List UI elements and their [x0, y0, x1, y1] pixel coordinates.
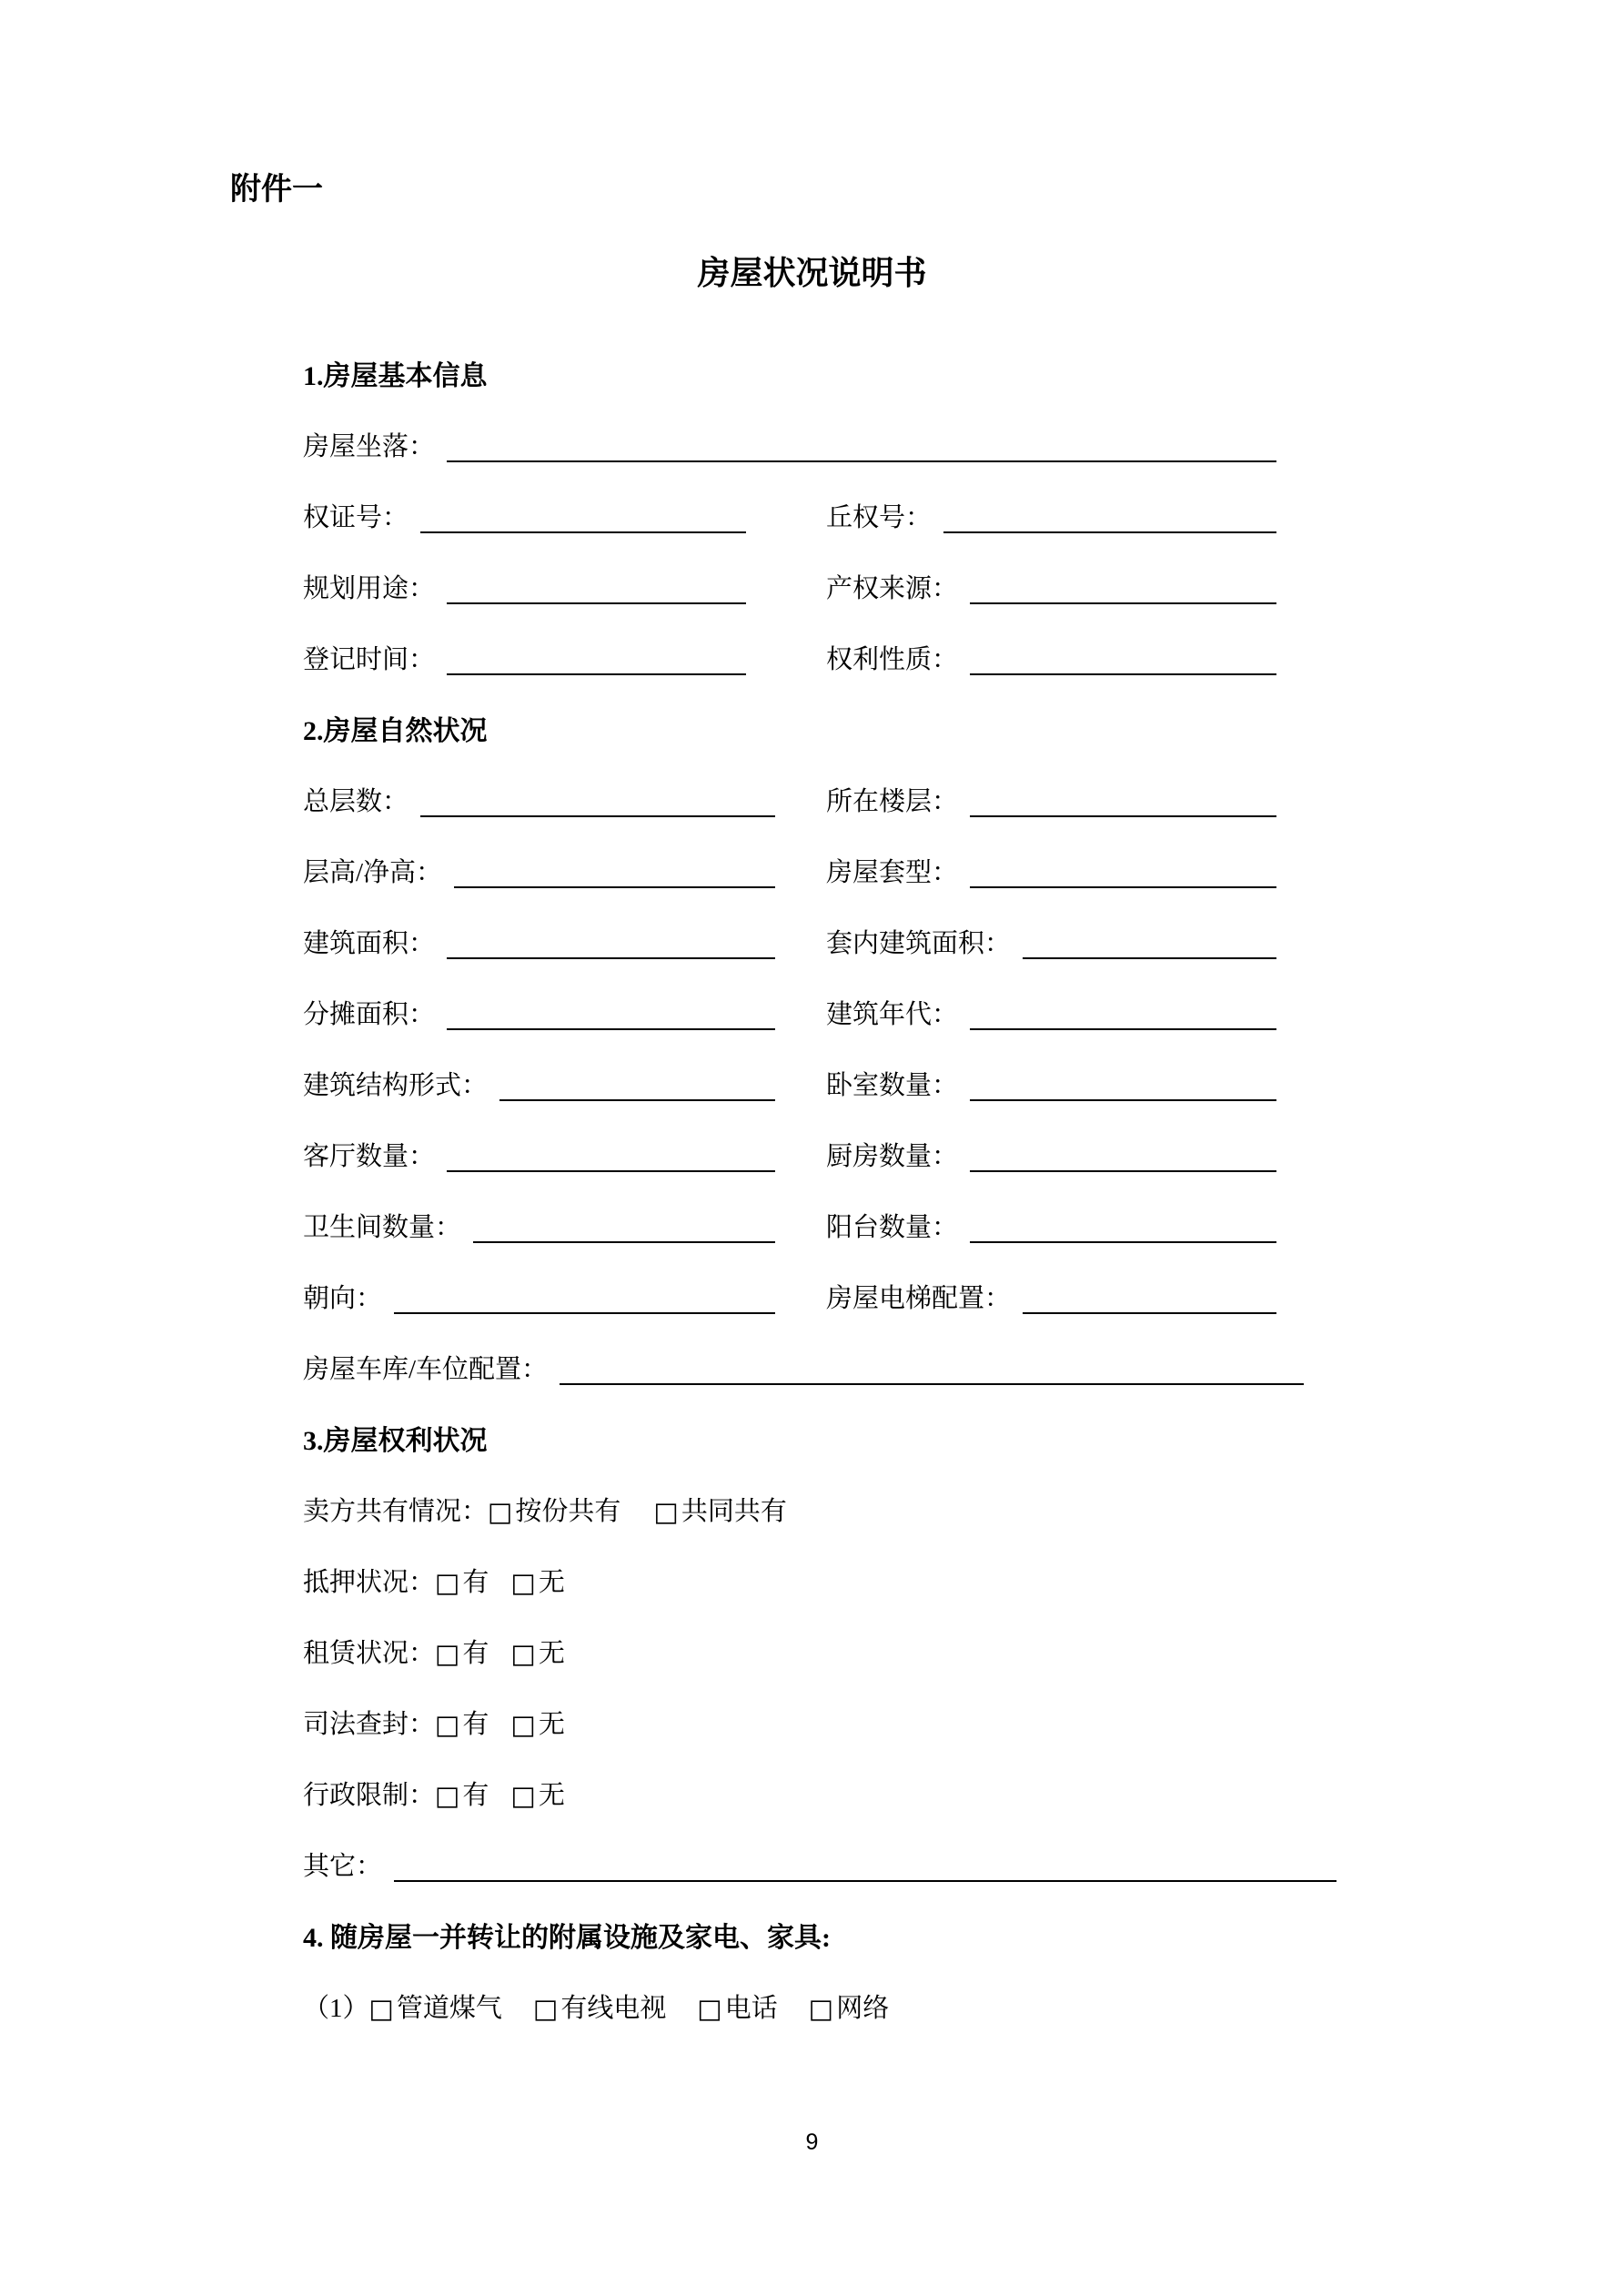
balcony-count-label: 阳台数量： — [826, 1213, 959, 1243]
row-planned-use-ownership-source — [303, 554, 1276, 625]
field-livingroom-count — [303, 1139, 826, 1175]
attachment-label: 附件一 — [230, 173, 323, 207]
cable-tv-text: 有线电视 — [560, 1994, 667, 2024]
unit-type-blank[interactable] — [970, 886, 1276, 888]
section-3-heading-row — [303, 1406, 1276, 1477]
field-bedroom-count — [826, 1068, 1276, 1104]
row-cert-no-plot-no — [303, 483, 1276, 554]
other-label: 其它： — [303, 1852, 383, 1882]
livingroom-count-label: 客厅数量： — [303, 1142, 436, 1172]
field-bathroom-count — [303, 1210, 826, 1246]
right-nature-label: 权利性质： — [826, 645, 959, 675]
form-body — [0, 341, 1624, 2045]
checkbox-icon[interactable]: □ — [435, 1567, 460, 1599]
row-judicial-seizure — [303, 1690, 1276, 1761]
administrative-restriction-yes-text: 有 — [462, 1781, 489, 1811]
section-3-heading: 3.房屋权利状况 — [303, 1426, 488, 1456]
field-inner-area — [826, 926, 1276, 962]
row-lease-status — [303, 1619, 1276, 1690]
house-location-blank[interactable] — [447, 460, 1276, 462]
inner-area-label: 套内建筑面积： — [826, 929, 1012, 959]
field-elevator-config — [826, 1281, 1276, 1317]
row-transfer-item-1 — [303, 1974, 1276, 2045]
checkbox-icon[interactable]: □ — [510, 1709, 536, 1741]
mortgage-yes-text: 有 — [462, 1568, 489, 1598]
ownership-source-label: 产权来源： — [826, 574, 959, 604]
checkbox-icon[interactable]: □ — [653, 1496, 679, 1528]
registration-time-label: 登记时间： — [303, 645, 436, 675]
field-garage-config — [303, 1352, 1304, 1388]
lease-option-no[interactable] — [510, 1636, 564, 1672]
row-mortgage-status — [303, 1548, 1276, 1619]
row-orientation-elevator — [303, 1264, 1276, 1335]
row-registration-time-right-nature — [303, 625, 1276, 696]
row-shared-area-build-year — [303, 980, 1276, 1051]
row-administrative-restriction — [303, 1761, 1276, 1832]
co-ownership-by-share-text: 按份共有 — [515, 1497, 621, 1527]
row-total-floors-floor-located — [303, 767, 1276, 838]
field-judicial-seizure — [303, 1707, 565, 1743]
row-garage-config — [303, 1335, 1304, 1406]
judicial-seizure-no-text: 无 — [538, 1710, 565, 1740]
row-structure-type-bedroom-count — [303, 1051, 1276, 1122]
other-blank[interactable] — [394, 1880, 1337, 1882]
bathroom-count-label: 卫生间数量： — [303, 1213, 462, 1243]
shared-area-blank[interactable] — [447, 1028, 775, 1030]
checkbox-icon[interactable]: □ — [532, 1993, 559, 2025]
field-gross-area — [303, 926, 826, 962]
field-orientation — [303, 1281, 826, 1317]
mortgage-status-label: 抵押状况： — [303, 1568, 436, 1598]
checkbox-icon[interactable]: □ — [368, 1993, 394, 2025]
planned-use-label: 规划用途： — [303, 574, 436, 604]
administrative-restriction-label: 行政限制： — [303, 1781, 436, 1811]
field-shared-area — [303, 997, 826, 1033]
field-plot-no — [826, 501, 1276, 536]
transfer-option-piped-gas[interactable] — [369, 1991, 502, 2027]
field-transfer-item-1 — [303, 1991, 889, 2027]
house-location-label: 房屋坐落： — [303, 432, 436, 462]
bedroom-count-label: 卧室数量： — [826, 1071, 959, 1101]
build-year-blank[interactable] — [970, 1028, 1276, 1030]
row-co-ownership — [303, 1477, 1276, 1548]
transfer-option-cable-tv[interactable] — [533, 1991, 666, 2027]
field-house-location — [303, 430, 1276, 465]
page-title: 房屋状况说明书 — [697, 255, 927, 291]
checkbox-icon[interactable]: □ — [435, 1780, 460, 1812]
inner-area-blank[interactable] — [1023, 957, 1276, 959]
total-floors-label: 总层数： — [303, 787, 409, 817]
judicial-seizure-option-yes[interactable] — [435, 1707, 489, 1743]
field-total-floors — [303, 784, 826, 820]
field-floor-located — [826, 784, 1276, 820]
shared-area-label: 分摊面积： — [303, 1000, 436, 1030]
elevator-config-blank[interactable] — [1023, 1312, 1276, 1314]
plot-no-label: 丘权号： — [826, 503, 933, 533]
field-administrative-restriction — [303, 1778, 565, 1814]
checkbox-icon[interactable]: □ — [435, 1638, 460, 1670]
field-registration-time — [303, 642, 826, 678]
livingroom-count-blank[interactable] — [447, 1170, 775, 1172]
orientation-label: 朝向： — [303, 1284, 383, 1314]
piped-gas-text: 管道煤气 — [396, 1994, 502, 2024]
field-storey-height — [303, 855, 826, 891]
section-2-heading: 2.房屋自然状况 — [303, 716, 488, 746]
storey-height-label: 层高/净高： — [303, 858, 443, 888]
elevator-config-label: 房屋电梯配置： — [826, 1284, 1012, 1314]
field-unit-type — [826, 855, 1276, 891]
field-balcony-count — [826, 1210, 1276, 1246]
row-livingroom-count-kitchen-count — [303, 1122, 1276, 1193]
field-mortgage-status — [303, 1565, 565, 1601]
field-lease-status — [303, 1636, 565, 1672]
structure-type-blank[interactable] — [499, 1099, 775, 1101]
registration-time-blank[interactable] — [447, 673, 746, 675]
telephone-text: 电话 — [724, 1994, 778, 2024]
transfer-option-telephone[interactable] — [697, 1991, 777, 2027]
lease-status-label: 租赁状况： — [303, 1639, 436, 1669]
checkbox-icon[interactable]: □ — [510, 1780, 536, 1812]
transfer-item-1-prefix: （1） — [303, 1994, 369, 2024]
network-text: 网络 — [836, 1994, 890, 2024]
checkbox-icon[interactable]: □ — [510, 1567, 536, 1599]
page-number: 9 — [805, 2129, 819, 2155]
co-ownership-label: 卖方共有情况： — [303, 1497, 489, 1527]
build-year-label: 建筑年代： — [826, 1000, 959, 1030]
gross-area-label: 建筑面积： — [303, 929, 436, 959]
field-ownership-source — [826, 571, 1276, 607]
judicial-seizure-option-no[interactable] — [510, 1707, 564, 1743]
bedroom-count-blank[interactable] — [970, 1099, 1276, 1101]
floor-located-blank[interactable] — [970, 815, 1276, 817]
co-ownership-option-by-share[interactable] — [488, 1494, 620, 1530]
field-co-ownership — [303, 1494, 787, 1530]
mortgage-option-yes[interactable] — [435, 1565, 489, 1601]
section-1-heading-row — [303, 341, 1276, 412]
cert-no-blank[interactable] — [420, 531, 746, 533]
structure-type-label: 建筑结构形式： — [303, 1071, 489, 1101]
co-ownership-option-joint[interactable] — [653, 1494, 786, 1530]
lease-no-text: 无 — [538, 1639, 565, 1669]
judicial-seizure-label: 司法查封： — [303, 1710, 436, 1740]
field-planned-use — [303, 571, 826, 607]
bathroom-count-blank[interactable] — [473, 1241, 775, 1243]
floor-located-label: 所在楼层： — [826, 787, 959, 817]
field-structure-type — [303, 1068, 826, 1104]
garage-config-label: 房屋车库/车位配置： — [303, 1355, 549, 1385]
ownership-source-blank[interactable] — [970, 602, 1276, 604]
judicial-seizure-yes-text: 有 — [462, 1710, 489, 1740]
checkbox-icon[interactable]: □ — [697, 1993, 722, 2025]
field-build-year — [826, 997, 1276, 1033]
row-other — [303, 1832, 1337, 1903]
plot-no-blank[interactable] — [943, 531, 1276, 533]
checkbox-icon[interactable]: □ — [435, 1709, 460, 1741]
section-4-heading: 4. 随房屋一并转让的附属设施及家电、家具: — [303, 1923, 831, 1953]
transfer-option-network[interactable] — [809, 1991, 889, 2027]
field-cert-no — [303, 501, 826, 536]
total-floors-blank[interactable] — [420, 815, 775, 817]
mortgage-option-no[interactable] — [510, 1565, 564, 1601]
orientation-blank[interactable] — [394, 1312, 775, 1314]
cert-no-label: 权证号： — [303, 503, 409, 533]
section-1-heading: 1.房屋基本信息 — [303, 361, 488, 391]
section-4-heading-row — [303, 1903, 1276, 1974]
kitchen-count-label: 厨房数量： — [826, 1142, 959, 1172]
administrative-restriction-no-text: 无 — [538, 1781, 565, 1811]
field-other — [303, 1849, 1337, 1885]
lease-yes-text: 有 — [462, 1639, 489, 1669]
balcony-count-blank[interactable] — [970, 1241, 1276, 1243]
storey-height-blank[interactable] — [454, 886, 775, 888]
right-nature-blank[interactable] — [970, 673, 1276, 675]
co-ownership-joint-text: 共同共有 — [681, 1497, 787, 1527]
lease-option-yes[interactable] — [435, 1636, 489, 1672]
administrative-restriction-option-no[interactable] — [510, 1778, 564, 1814]
row-storey-height-unit-type — [303, 838, 1276, 909]
checkbox-icon[interactable]: □ — [510, 1638, 536, 1670]
row-gross-area-inner-area — [303, 909, 1276, 980]
section-2-heading-row — [303, 696, 1276, 767]
checkbox-icon[interactable]: □ — [808, 1993, 834, 2025]
mortgage-no-text: 无 — [538, 1568, 565, 1598]
field-kitchen-count — [826, 1139, 1276, 1175]
checkbox-icon[interactable]: □ — [488, 1496, 513, 1528]
unit-type-label: 房屋套型： — [826, 858, 959, 888]
gross-area-blank[interactable] — [447, 957, 775, 959]
garage-config-blank[interactable] — [560, 1383, 1304, 1385]
field-right-nature — [826, 642, 1276, 678]
administrative-restriction-option-yes[interactable] — [435, 1778, 489, 1814]
planned-use-blank[interactable] — [447, 602, 746, 604]
row-bathroom-count-balcony-count — [303, 1193, 1276, 1264]
kitchen-count-blank[interactable] — [970, 1170, 1276, 1172]
row-house-location — [303, 412, 1276, 483]
